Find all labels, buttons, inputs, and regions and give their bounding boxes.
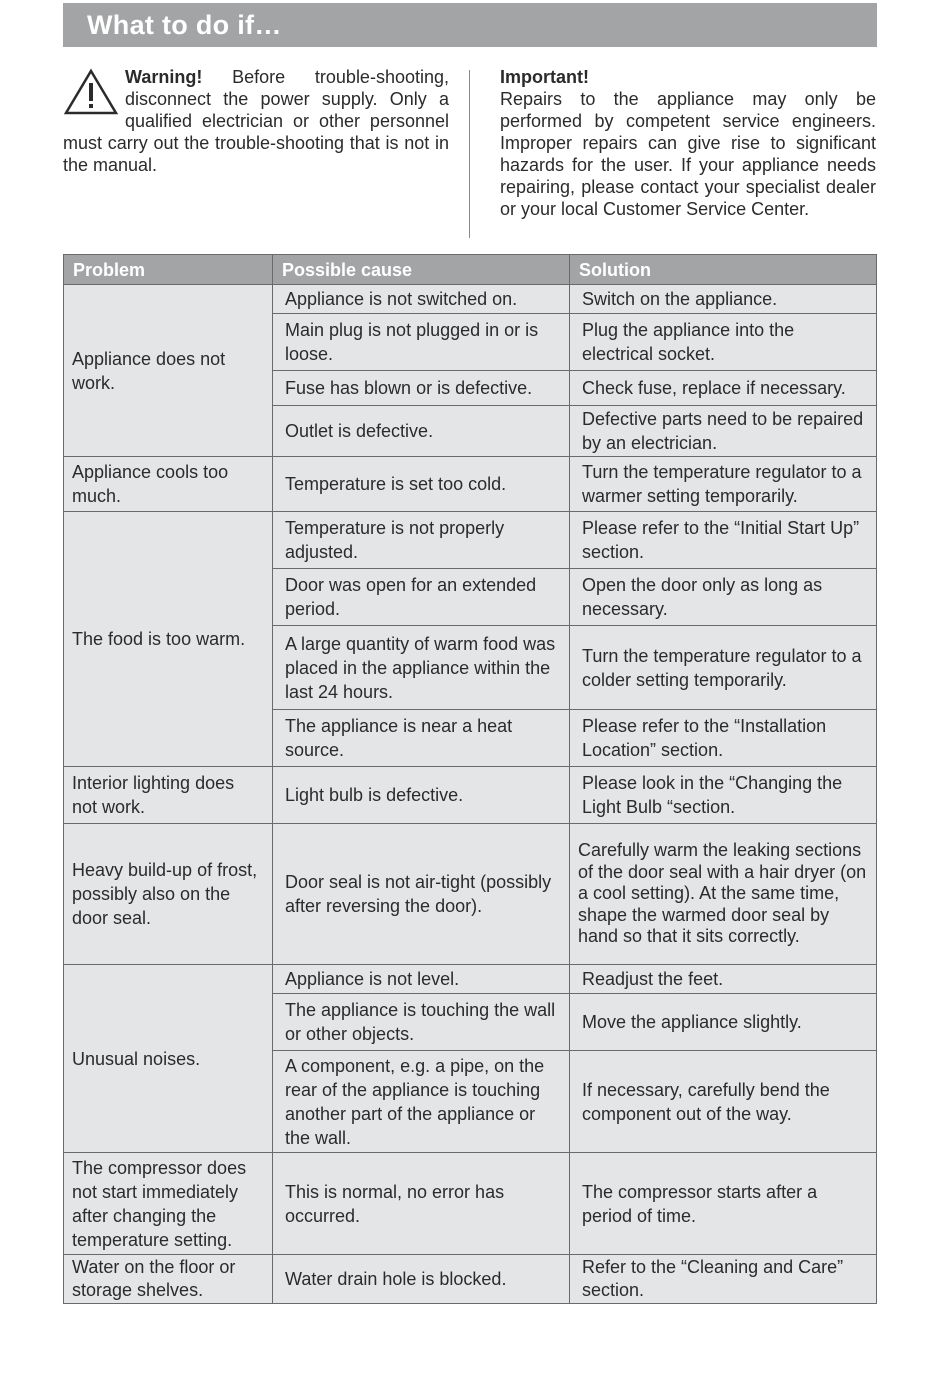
warning-label: Warning! — [125, 67, 203, 87]
solution-cell: Open the door only as long as necessary. — [570, 569, 877, 626]
header-solution: Solution — [570, 255, 877, 285]
header-problem: Problem — [64, 255, 273, 285]
solution-cell: The compressor starts after a period of time. — [570, 1153, 877, 1255]
cause-cell: The appliance is touching the wall or other objects. — [273, 994, 570, 1051]
warning-triangle-icon — [63, 68, 119, 116]
problem-cell: Heavy build-up of frost, possibly also on the door seal. — [64, 824, 273, 965]
solution-cell: Turn the temperature regulator to a warmer setting temporarily. — [570, 457, 877, 512]
cause-cell: Door seal is not air-tight (possibly after reversing the door). — [273, 824, 570, 965]
problem-cell: Appliance cools too much. — [64, 457, 273, 512]
table-row — [64, 512, 877, 569]
solution-cell: Readjust the feet. — [570, 965, 877, 994]
problem-cell: The food is too warm. — [64, 512, 273, 767]
page-title: What to do if… — [87, 9, 282, 40]
table-row — [64, 1153, 877, 1255]
solution-cell: Move the appliance slightly. — [570, 994, 877, 1051]
cause-cell: Light bulb is defective. — [273, 767, 570, 824]
solution-cell: Plug the appliance into the electrical socket. — [570, 314, 877, 371]
cause-cell: A component, e.g. a pipe, on the rear of the appliance is touching another part of the appliance or the wall. — [273, 1051, 570, 1153]
cause-cell: Appliance is not switched on. — [273, 285, 570, 314]
warning-notice — [63, 66, 449, 176]
problem-cell: Appliance does not work. — [64, 285, 273, 457]
table-row — [64, 767, 877, 824]
table-row — [64, 457, 877, 512]
solution-cell: If necessary, carefully bend the component out of the way. — [570, 1051, 877, 1153]
cause-cell: Water drain hole is blocked. — [273, 1255, 570, 1304]
solution-cell: Please look in the “Changing the Light Bulb “section. — [570, 767, 877, 824]
cause-cell: This is normal, no error has occurred. — [273, 1153, 570, 1255]
table-row — [64, 965, 877, 994]
solution-cell: Please refer to the “Initial Start Up” section. — [570, 512, 877, 569]
cause-cell: Fuse has blown or is defective. — [273, 371, 570, 406]
page-title-bar — [63, 3, 877, 47]
table-row — [64, 1255, 877, 1304]
problem-cell: The compressor does not start immediately after changing the temperature setting. — [64, 1153, 273, 1255]
column-divider — [469, 70, 470, 238]
important-label: Important! — [500, 67, 589, 87]
table-row — [64, 824, 877, 965]
cause-cell: Door was open for an extended period. — [273, 569, 570, 626]
problem-cell: Unusual noises. — [64, 965, 273, 1153]
solution-cell: Switch on the appliance. — [570, 285, 877, 314]
solution-cell: Defective parts need to be repaired by an electrician. — [570, 406, 877, 457]
problem-cell: Water on the floor or storage shelves. — [64, 1255, 273, 1304]
solution-cell: Check fuse, replace if necessary. — [570, 371, 877, 406]
cause-cell: The appliance is near a heat source. — [273, 710, 570, 767]
cause-cell: Appliance is not level. — [273, 965, 570, 994]
header-possible-cause: Possible cause — [273, 255, 570, 285]
problem-cell: Interior lighting does not work. — [64, 767, 273, 824]
solution-cell: Refer to the “Cleaning and Care” section. — [570, 1255, 877, 1304]
cause-cell: A large quantity of warm food was placed in the appliance within the last 24 hours. — [273, 626, 570, 710]
important-text: Repairs to the appliance may only be performed by competent service engineers. Improper repairs can give rise to significant hazards for the user. If your appliance needs repairing, please contact your specialist dealer or your local Customer Service Center. — [500, 89, 876, 219]
troubleshooting-table — [63, 254, 877, 1304]
table-header-row — [64, 255, 877, 285]
cause-cell: Temperature is set too cold. — [273, 457, 570, 512]
warning-text: Before trouble-shooting, disconnect the power supply. Only a qualified electrician or other personnel must carry out the trouble-shooting that is not in the manual. — [63, 67, 449, 175]
cause-cell: Outlet is defective. — [273, 406, 570, 457]
solution-cell: Turn the temperature regulator to a colder setting temporarily. — [570, 626, 877, 710]
solution-cell: Carefully warm the leaking sections of the door seal with a hair dryer (on a cool setting). At the same time, shape the warmed door seal by hand so that it sits correctly. — [570, 824, 877, 965]
solution-cell: Please refer to the “Installation Location” section. — [570, 710, 877, 767]
table-row — [64, 285, 877, 314]
cause-cell: Main plug is not plugged in or is loose. — [273, 314, 570, 371]
important-notice — [500, 66, 876, 220]
cause-cell: Temperature is not properly adjusted. — [273, 512, 570, 569]
